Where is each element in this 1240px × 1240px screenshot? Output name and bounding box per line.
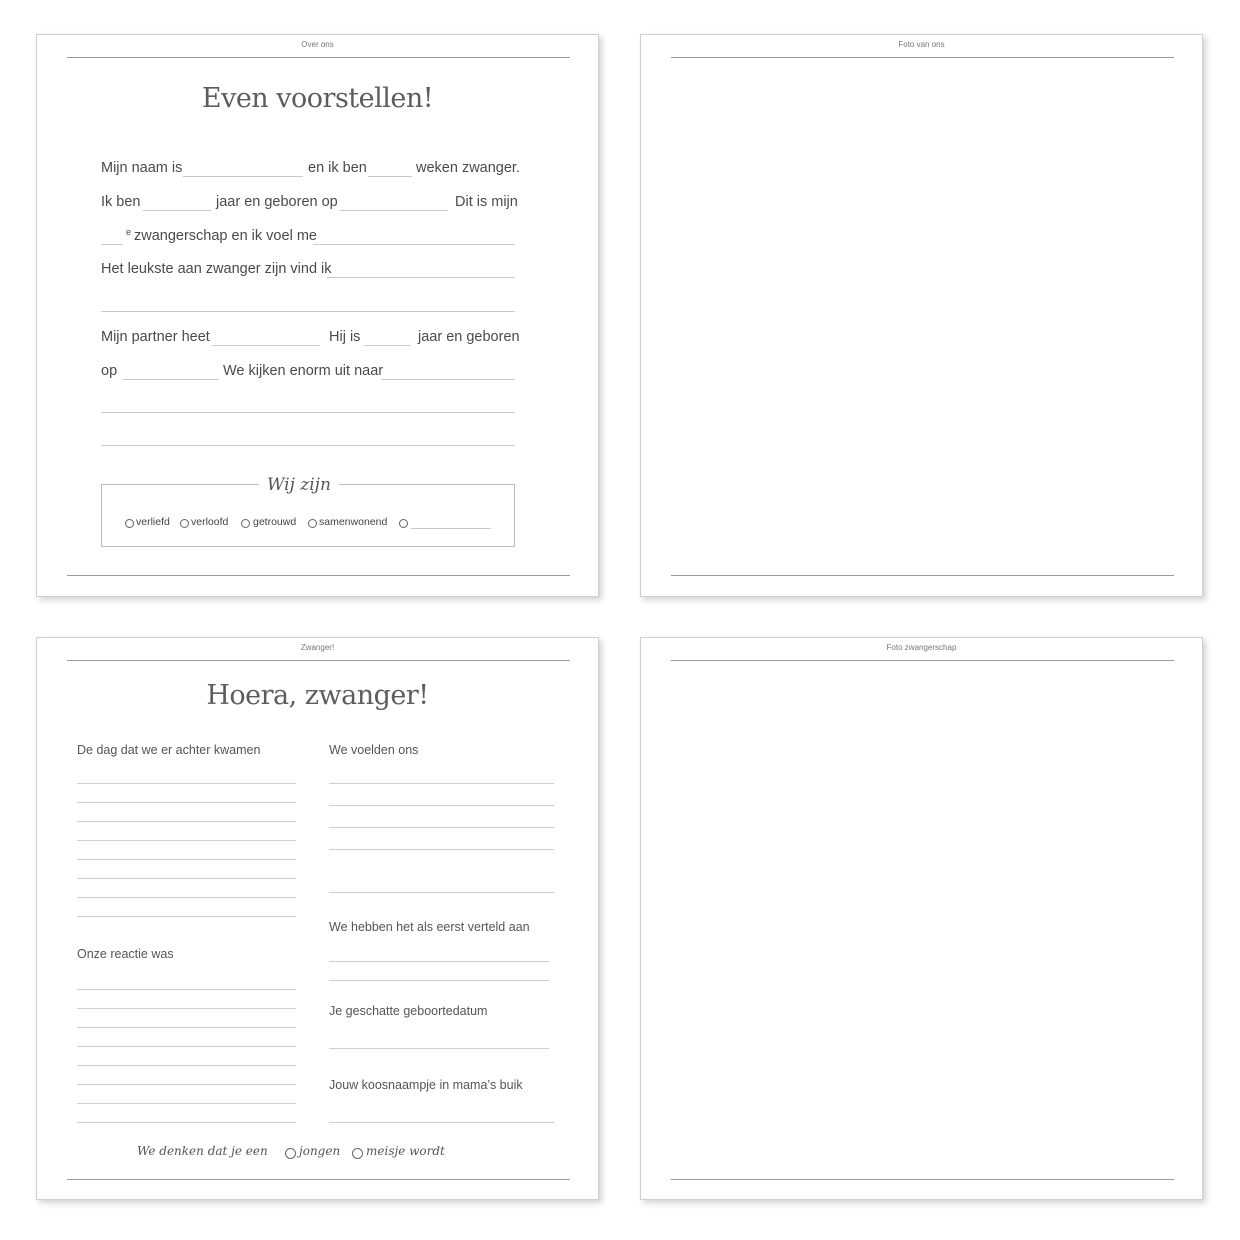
answer-line[interactable] (329, 1122, 554, 1123)
answer-line[interactable] (77, 1065, 296, 1066)
header-rule (67, 660, 570, 661)
answer-line[interactable] (77, 878, 296, 879)
lookforward-text: We kijken enorm uit naar (223, 363, 384, 379)
partner-name-blank[interactable] (212, 345, 320, 346)
fun-text: Het leukste aan zwanger zijn vind ik (101, 261, 332, 277)
status-radio[interactable] (241, 519, 250, 528)
partner-birthdate-blank[interactable] (123, 379, 218, 380)
age-suffix: Dit is mijn (455, 194, 518, 210)
footer-rule (67, 1179, 570, 1180)
right-question-4: Jouw koosnaampje in mama’s buik (329, 1078, 523, 1092)
pregnancy-text: zwangerschap en ik voel me (134, 228, 317, 244)
status-option: verloofd (191, 516, 229, 528)
weeks-suffix: weken zwanger. (416, 160, 520, 176)
guess-prefix: We denken dat je een (137, 1144, 268, 1158)
ordinal-blank[interactable] (101, 244, 123, 245)
right-question-3: Je geschatte geboortedatum (329, 1004, 488, 1018)
name-blank[interactable] (183, 176, 303, 177)
lookforward-blank-3[interactable] (101, 445, 515, 446)
partner-suffix: jaar en geboren (418, 329, 520, 345)
answer-line[interactable] (77, 802, 296, 803)
answer-line[interactable] (77, 1008, 296, 1009)
age-blank[interactable] (143, 210, 211, 211)
answer-line[interactable] (77, 897, 296, 898)
page-header: Zwanger! (300, 643, 335, 652)
answer-line[interactable] (77, 1084, 296, 1085)
girl-label: meisje wordt (366, 1144, 445, 1158)
lookforward-blank-2[interactable] (101, 412, 515, 413)
status-option: samenwonend (319, 516, 388, 528)
footer-rule (671, 1179, 1174, 1180)
answer-line[interactable] (329, 1048, 549, 1049)
right-question-2: We hebben het als eerst verteld aan (329, 920, 530, 934)
page-foto-zwangerschap (640, 637, 1203, 1200)
header-rule (671, 57, 1174, 58)
status-option: verliefd (136, 516, 170, 528)
answer-line[interactable] (77, 1046, 296, 1047)
op-text: op (101, 363, 118, 379)
page-header: Foto zwangerschap (886, 643, 957, 652)
right-question-1: We voelden ons (329, 743, 419, 757)
left-question-2: Onze reactie was (77, 947, 174, 961)
partner-prefix: Mijn partner heet (101, 329, 210, 345)
footer-rule (67, 575, 570, 576)
answer-line[interactable] (77, 783, 296, 784)
feeling-blank[interactable] (313, 244, 515, 245)
status-option: getrouwd (253, 516, 297, 528)
page-foto-van-ons (640, 34, 1203, 597)
birthdate-blank[interactable] (340, 210, 448, 211)
status-radio[interactable] (399, 519, 408, 528)
answer-line[interactable] (77, 989, 296, 990)
answer-line[interactable] (329, 849, 554, 850)
page-title: Hoera, zwanger! (206, 680, 429, 711)
answer-line[interactable] (77, 1103, 296, 1104)
page-header: Over ons (301, 40, 334, 49)
answer-line[interactable] (329, 980, 549, 981)
weeks-blank[interactable] (368, 176, 412, 177)
status-radio[interactable] (308, 519, 317, 528)
partner-age-blank[interactable] (364, 345, 411, 346)
answer-line[interactable] (329, 961, 549, 962)
ordinal-mark: e (126, 227, 132, 237)
age-prefix: Ik ben (101, 194, 141, 210)
page-title: Even voorstellen! (201, 83, 434, 114)
partner-mid: Hij is (329, 329, 361, 345)
left-question-1: De dag dat we er achter kwamen (77, 743, 261, 757)
status-label: Wij zijn (259, 475, 339, 495)
answer-line[interactable] (77, 1122, 296, 1123)
fun-blank-2[interactable] (101, 311, 515, 312)
answer-line[interactable] (329, 783, 554, 784)
girl-radio[interactable] (352, 1148, 363, 1159)
header-rule (67, 57, 570, 58)
header-rule (671, 660, 1174, 661)
answer-line[interactable] (329, 805, 554, 806)
answer-line[interactable] (77, 916, 296, 917)
footer-rule (671, 575, 1174, 576)
page-zwanger (36, 637, 599, 1200)
page-over-ons (36, 34, 599, 597)
answer-line[interactable] (329, 827, 554, 828)
page-header: Foto van ons (898, 40, 945, 49)
fun-blank[interactable] (327, 277, 515, 278)
name-prefix: Mijn naam is (101, 160, 183, 176)
status-radio[interactable] (125, 519, 134, 528)
answer-line[interactable] (77, 821, 296, 822)
age-mid: jaar en geboren op (216, 194, 338, 210)
answer-line[interactable] (77, 840, 296, 841)
answer-line[interactable] (77, 1027, 296, 1028)
name-mid: en ik ben (308, 160, 367, 176)
answer-line[interactable] (329, 892, 554, 893)
lookforward-blank[interactable] (381, 379, 515, 380)
boy-radio[interactable] (285, 1148, 296, 1159)
status-radio[interactable] (180, 519, 189, 528)
boy-label: jongen (299, 1144, 341, 1158)
answer-line[interactable] (77, 859, 296, 860)
status-other-blank[interactable] (411, 528, 491, 529)
